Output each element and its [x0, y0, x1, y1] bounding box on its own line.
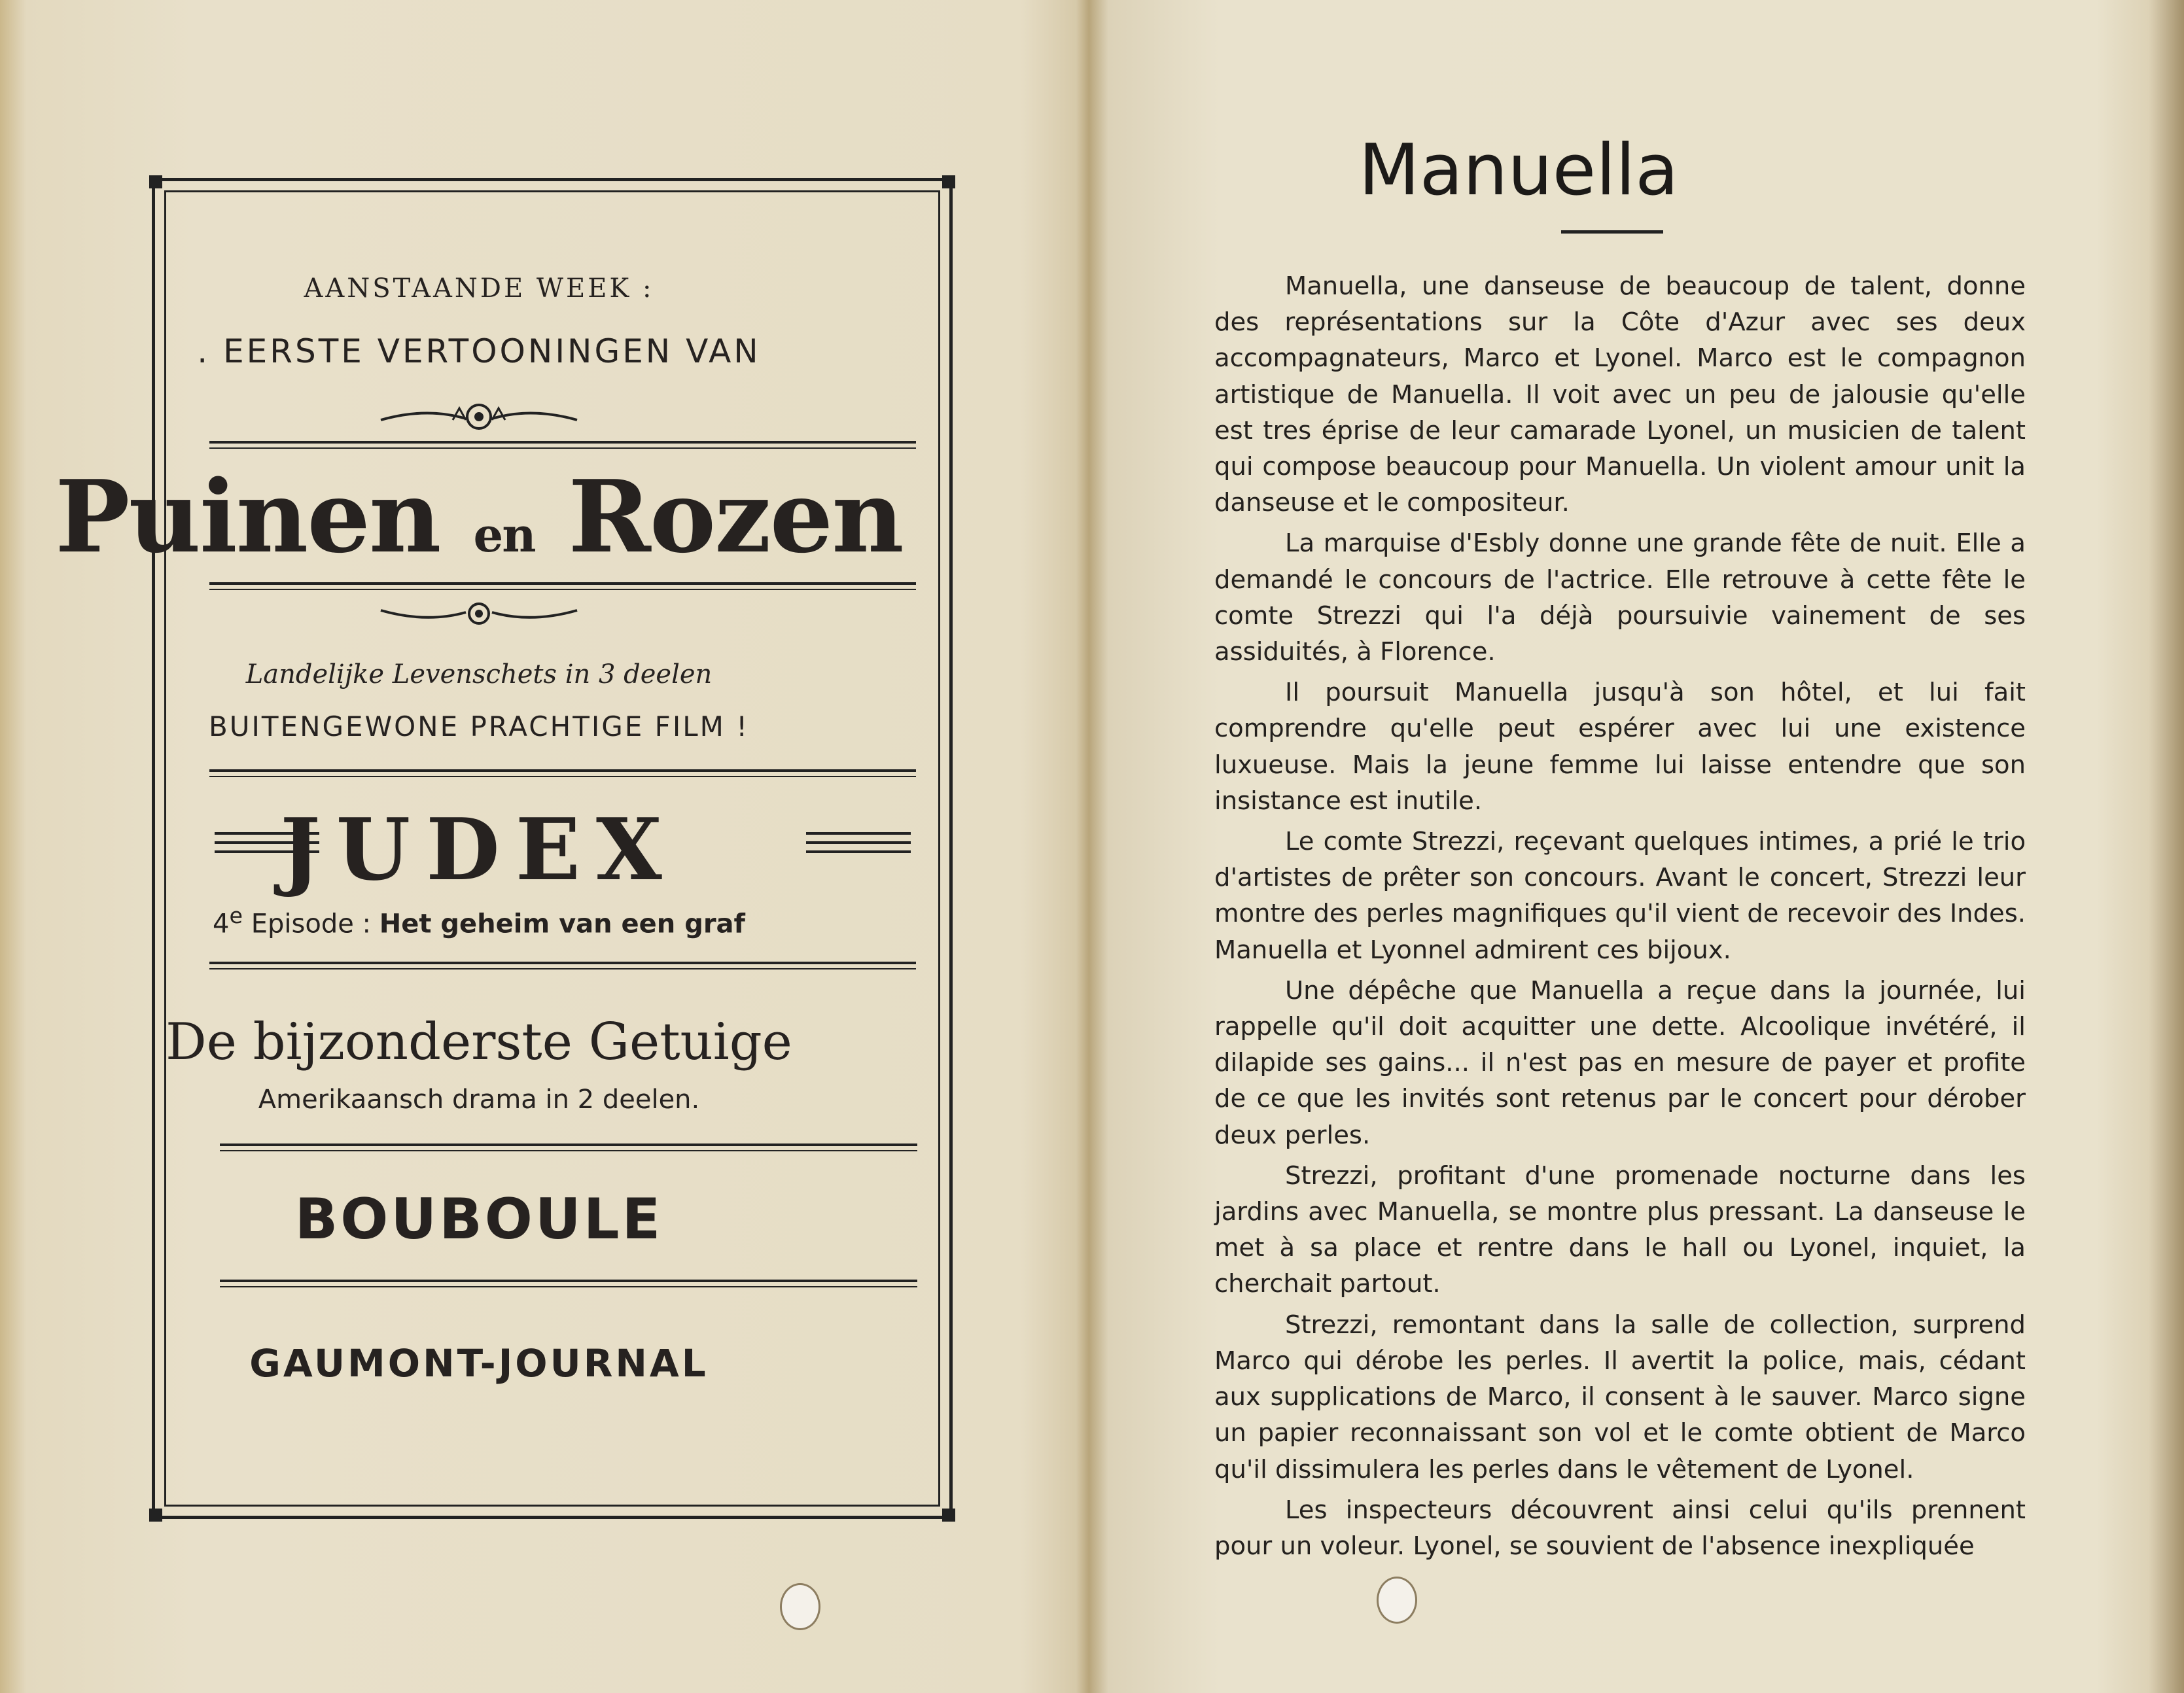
- frame-corner: [942, 1509, 955, 1522]
- title-word: en: [473, 507, 535, 563]
- frame-corner: [149, 1509, 162, 1522]
- rule: [209, 962, 916, 969]
- episode-sup: e: [229, 903, 243, 928]
- paragraph: Les inspecteurs découvrent ainsi celui qu'ils prennent pour un voleur. Lyonel, se souvient de l'absence inexpliquée: [1214, 1495, 2026, 1561]
- film-subtitle: Landelijke Levenschets in 3 deelen: [245, 659, 713, 689]
- rule: [209, 441, 916, 449]
- paragraph: La marquise d'Esbly donne une grande fête de nuit. Elle a demandé le concours de l'actrice. Elle retrouve à cette fête le comte Strezzi qui l'a déjà poursuivie vainement de ses assiduités, à Florence.: [1214, 529, 2026, 667]
- title-word: Rozen: [568, 458, 903, 575]
- rule: [209, 582, 916, 590]
- punch-hole: [780, 1583, 820, 1630]
- title-underline: [1561, 230, 1663, 234]
- paragraph: Il poursuit Manuella jusqu'à son hôtel, et lui fait comprendre qu'elle peut espérer avec lui une existence luxueuse. Mais la jeune femme lui laisse entendre que son insistance est inutile.: [1214, 678, 2026, 816]
- film-tagline: BUITENGEWONE PRACHTIGE FILM !: [208, 710, 750, 742]
- episode-line: [0, 903, 1023, 939]
- frame-corner: [149, 175, 162, 188]
- paragraph: Strezzi, remontant dans la salle de collection, surprend Marco qui dérobe les perles. Il avertit la police, mais, cédant aux supplications de Marco, il consent à le sauver. Marco signe un papier reconnaissant son vol et le comte obtient de Marco qu'il dissimulera les perles dans le vêtement de Lyonel.: [1214, 1310, 2026, 1484]
- film-title-puinen-en-rozen: [0, 458, 1023, 575]
- film-title-judex: JUDEX: [280, 799, 678, 899]
- rule: [220, 1280, 917, 1287]
- ornament-bottom-icon: [0, 601, 1023, 629]
- punch-hole: [1377, 1577, 1417, 1624]
- page-title: Manuella: [1358, 130, 1679, 211]
- film-title-gaumont: GAUMONT-JOURNAL: [249, 1341, 709, 1386]
- paragraph: Le comte Strezzi, reçevant quelques intimes, a prié le trio d'artistes de prêter son concours. Avant le concert, Strezzi leur montre des perles magnifiques qu'il vient de recevoir des Indes. Manuella et Lyonnel admirent ces bijoux.: [1214, 827, 2026, 965]
- premiere-heading: . EERSTE VERTOONINGEN VAN: [197, 332, 761, 370]
- paragraph: Manuella, une danseuse de beaucoup de talent, donne des représentations sur la Côte d'Azur avec ses deux accompagnateurs, Marco et Lyonel. Marco est le compagnon artistique de Manuella. Il voit avec un peu de jalousie qu'elle est tres éprise de leur camarade Lyonel, un musicien de talent qui compose beaucoup pour Manuella. Un violent amour unit la danseuse et le compositeur.: [1214, 271, 2026, 518]
- title-word: Puinen: [55, 458, 440, 575]
- announcement: AANSTAANDE WEEK :: [304, 273, 654, 304]
- rule: [209, 769, 916, 777]
- episode-title: Het geheim van een graf: [379, 909, 745, 939]
- film-title-getuige: De bijzonderste Getuige: [166, 1013, 792, 1072]
- synopsis-text: [1214, 268, 2026, 1564]
- film-subtitle: Amerikaansch drama in 2 deelen.: [258, 1085, 700, 1115]
- paragraph: Une dépêche que Manuella a reçue dans la journée, lui rappelle qu'il doit acquitter une dette. Alcoolique invétéré, il dilapide ses gains... il n'est pas en mesure de payer et profite de ce que les invités sont retenus par le concert pour dérober deux perles.: [1214, 975, 2026, 1150]
- episode-number: 4: [213, 909, 230, 939]
- judex-side-rules-right: [806, 832, 911, 860]
- frame-corner: [942, 175, 955, 188]
- paragraph: Strezzi, profitant d'une promenade nocturne dans les jardins avec Manuella, se montre plus pressant. La danseuse le met à sa place et rentre dans le hall ou Lyonel, inquiet, la cherchait partout.: [1214, 1161, 2026, 1299]
- film-title-bouboule: BOUBOULE: [294, 1187, 663, 1252]
- ornament-top-icon: [0, 400, 1023, 436]
- left-page: [0, 0, 1089, 1693]
- rule: [220, 1143, 917, 1151]
- episode-label: Episode :: [251, 909, 372, 939]
